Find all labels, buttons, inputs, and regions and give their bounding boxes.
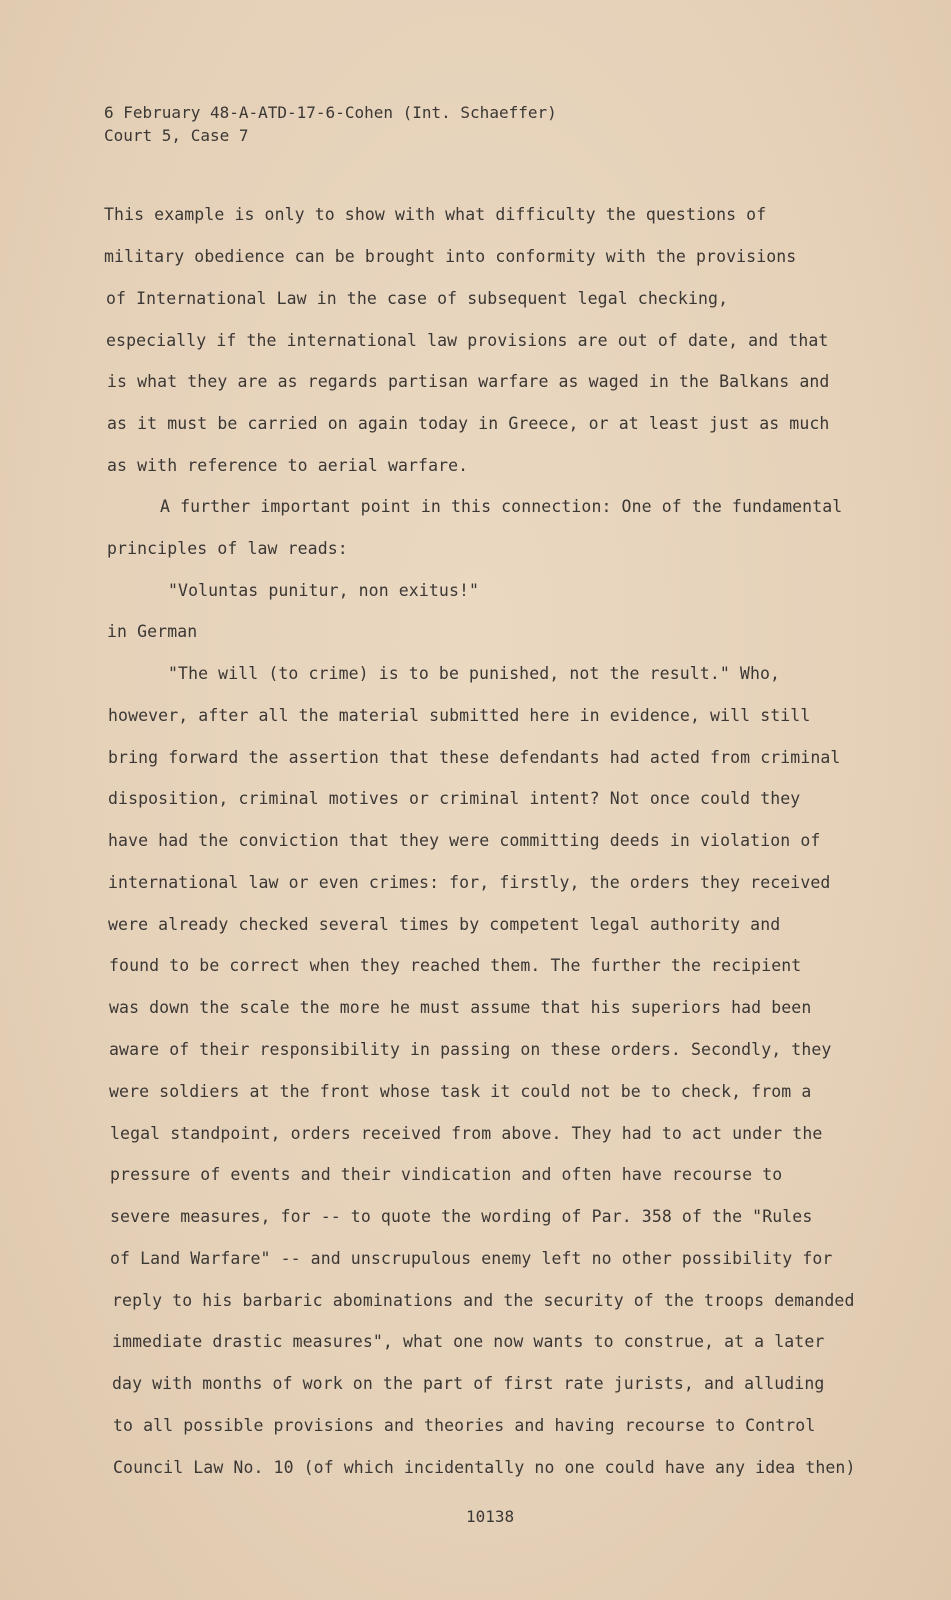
text-line: in German — [107, 622, 198, 641]
text-line: A further important point in this connection: One of the fundamental — [160, 497, 843, 516]
text-line: was down the scale the more he must assume that his superiors had been — [109, 998, 812, 1017]
text-line: have had the conviction that they were committing deeds in violation of — [108, 831, 821, 850]
text-line: principles of law reads: — [107, 539, 348, 558]
text-line: as with reference to aerial warfare. — [107, 456, 469, 475]
text-line: as it must be carried on again today in Greece, or at least just as much — [107, 414, 830, 433]
text-line: This example is only to show with what difficulty the questions of — [104, 205, 767, 224]
text-line: were already checked several times by competent legal authority and — [108, 915, 781, 934]
text-line: of Land Warfare" -- and unscrupulous enemy left no other possibility for — [110, 1249, 833, 1268]
text-line: of International Law in the case of subsequent legal checking, — [106, 289, 729, 308]
text-line: reply to his barbaric abominations and the security of the troops demanded — [112, 1291, 855, 1310]
text-line: aware of their responsibility in passing on these orders. Secondly, they — [109, 1040, 832, 1059]
text-line: to all possible provisions and theories and having recourse to Control — [113, 1416, 816, 1435]
page-number: 10138 — [466, 1507, 515, 1526]
text-line: especially if the international law provisions are out of date, and that — [106, 331, 829, 350]
text-line: immediate drastic measures", what one now wants to construe, at a later — [112, 1332, 825, 1351]
document-header — [104, 101, 557, 147]
header-line-1: 6 February 48-A-ATD-17-6-Cohen (Int. Schaeffer) — [104, 103, 557, 122]
text-line: pressure of events and their vindication and often have recourse to — [110, 1165, 783, 1184]
text-line: "Voluntas punitur, non exitus!" — [168, 581, 480, 600]
text-line: "The will (to crime) is to be punished, not the result." Who, — [168, 664, 781, 683]
text-line: however, after all the material submitted here in evidence, will still — [108, 706, 811, 725]
text-line: is what they are as regards partisan warfare as waged in the Balkans and — [107, 372, 830, 391]
text-line: international law or even crimes: for, firstly, the orders they received — [108, 873, 831, 892]
text-line: Council Law No. 10 (of which incidentally no one could have any idea then) — [113, 1458, 856, 1477]
text-line: bring forward the assertion that these defendants had acted from criminal — [108, 748, 841, 767]
text-line: military obedience can be brought into conformity with the provisions — [104, 247, 797, 266]
text-line: legal standpoint, orders received from above. They had to act under the — [110, 1124, 823, 1143]
text-line: severe measures, for -- to quote the wording of Par. 358 of the "Rules — [110, 1207, 813, 1226]
header-line-2: Court 5, Case 7 — [104, 126, 249, 145]
text-line: found to be correct when they reached them. The further the recipient — [109, 956, 802, 975]
text-line: were soldiers at the front whose task it could not be to check, from a — [109, 1082, 812, 1101]
text-line: disposition, criminal motives or criminal intent? Not once could they — [108, 789, 801, 808]
text-line: day with months of work on the part of first rate jurists, and alluding — [112, 1374, 825, 1393]
